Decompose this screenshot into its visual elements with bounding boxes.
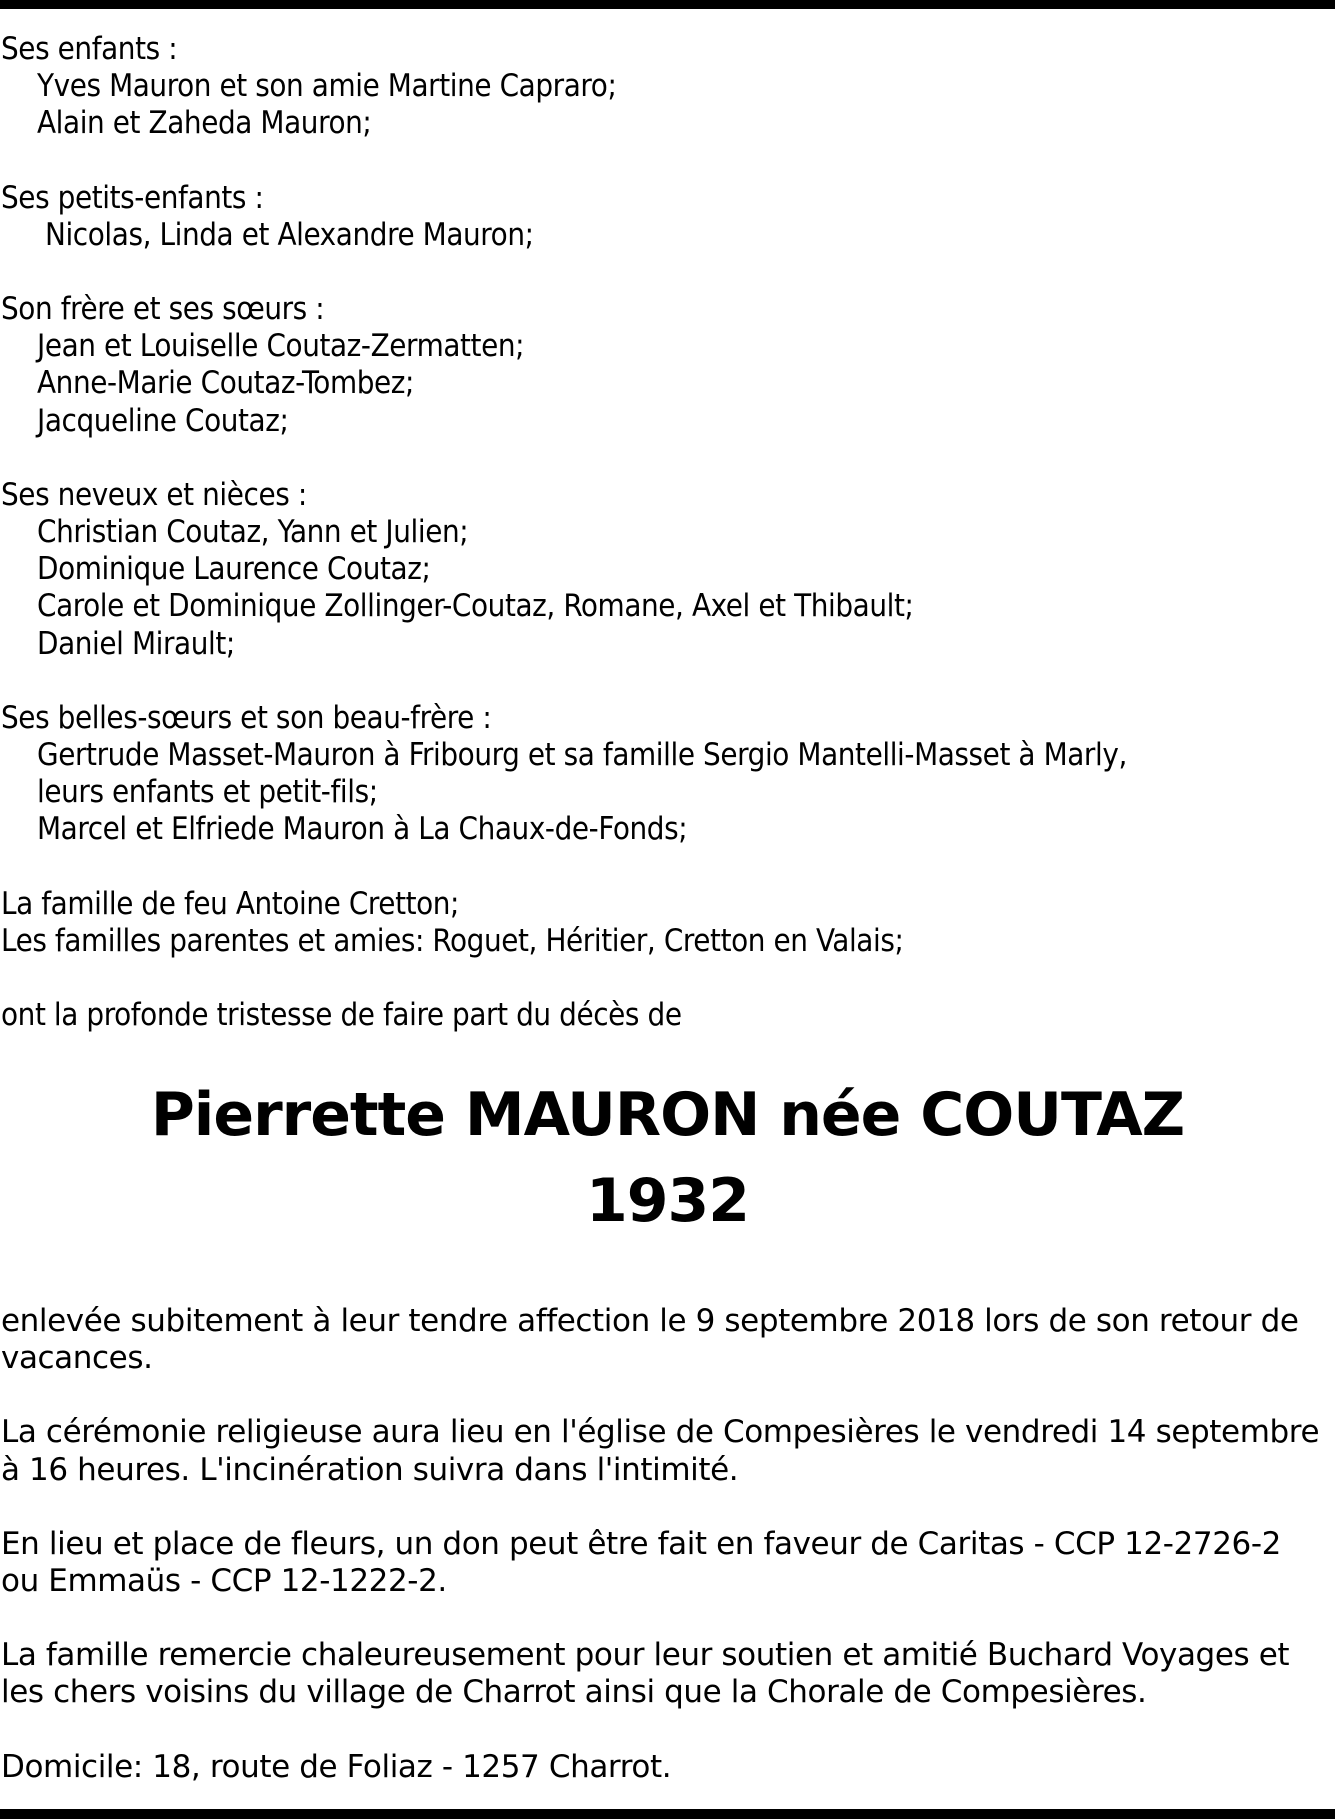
donation-paragraph	[1, 1526, 1321, 1600]
deceased-name: Pierrette MAURON née COUTAZ	[150, 1080, 1185, 1150]
address-paragraph	[1, 1749, 1321, 1786]
family-member-line: Anne-Marie Coutaz-Tombez;	[37, 365, 415, 402]
deceased-title	[0, 1072, 1335, 1244]
siblings-section	[1, 291, 1321, 440]
thanks-paragraph	[1, 1637, 1321, 1711]
children-section	[1, 31, 1321, 143]
paragraph-line: les chers voisins du village de Charrot ainsi que la Chorale de Compesières.	[1, 1674, 1147, 1711]
notice-details	[1, 1303, 1321, 1786]
family-member-line: Les familles parentes et amies: Roguet, Héritier, Cretton en Valais;	[1, 922, 904, 959]
paragraph-line: En lieu et place de fleurs, un don peut être fait en faveur de Caritas - CCP 12-2726-2	[1, 1525, 1281, 1562]
family-member-line: Nicolas, Linda et Alexandre Mauron;	[45, 216, 534, 253]
paragraph-line: enlevée subitement à leur tendre affection le 9 septembre 2018 lors de son retour de	[1, 1303, 1299, 1339]
nephews-section	[1, 477, 1321, 663]
bottom-border-rule	[0, 1809, 1335, 1819]
family-member-line: Jean et Louiselle Coutaz-Zermatten;	[37, 328, 525, 365]
announcement-section	[1, 997, 1321, 1034]
family-member-line: Gertrude Masset-Mauron à Fribourg et sa famille Sergio Mantelli-Masset à Marly,	[37, 737, 1127, 774]
section-heading: Ses enfants :	[1, 31, 178, 67]
paragraph-line: ou Emmaüs - CCP 12-1222-2.	[1, 1563, 447, 1600]
family-member-line: Alain et Zaheda Mauron;	[37, 105, 372, 142]
other-families-section	[1, 886, 1321, 960]
section-heading: Ses belles-sœurs et son beau-frère :	[1, 699, 492, 736]
paragraph-line: La famille remercie chaleureusement pour leur soutien et amitié Buchard Voyages et	[1, 1637, 1290, 1674]
grandchildren-section	[1, 180, 1321, 254]
family-list	[1, 31, 1321, 1071]
family-member-line: Carole et Dominique Zollinger-Coutaz, Romane, Axel et Thibault;	[37, 588, 914, 625]
section-heading: Son frère et ses sœurs :	[1, 291, 325, 328]
family-member-line: La famille de feu Antoine Cretton;	[1, 885, 460, 922]
ceremony-paragraph	[1, 1414, 1321, 1488]
family-member-line: Jacqueline Coutaz;	[37, 402, 289, 439]
paragraph-line: La cérémonie religieuse aura lieu en l'église de Compesières le vendredi 14 septembre	[1, 1414, 1320, 1451]
family-member-line: leurs enfants et petit-fils;	[37, 774, 378, 811]
announcement-text: ont la profonde tristesse de faire part du décès de	[1, 997, 682, 1034]
death-paragraph	[1, 1303, 1321, 1377]
family-member-line: Dominique Laurence Coutaz;	[37, 551, 431, 588]
section-heading: Ses petits-enfants :	[1, 179, 264, 216]
family-member-line: Daniel Mirault;	[37, 625, 235, 662]
family-member-line: Christian Coutaz, Yann et Julien;	[37, 514, 469, 551]
home-address: Domicile: 18, route de Foliaz - 1257 Charrot.	[1, 1748, 672, 1785]
inlaws-section	[1, 700, 1321, 849]
family-member-line: Yves Mauron et son amie Martine Capraro;	[37, 68, 617, 105]
family-member-line: Marcel et Elfriede Mauron à La Chaux-de-Fonds;	[37, 811, 688, 848]
deceased-birth-year: 1932	[586, 1166, 749, 1236]
paragraph-line: à 16 heures. L'incinération suivra dans l'intimité.	[1, 1451, 739, 1488]
section-heading: Ses neveux et nièces :	[1, 476, 307, 513]
top-border-rule	[0, 0, 1335, 9]
paragraph-line: vacances.	[1, 1340, 153, 1377]
